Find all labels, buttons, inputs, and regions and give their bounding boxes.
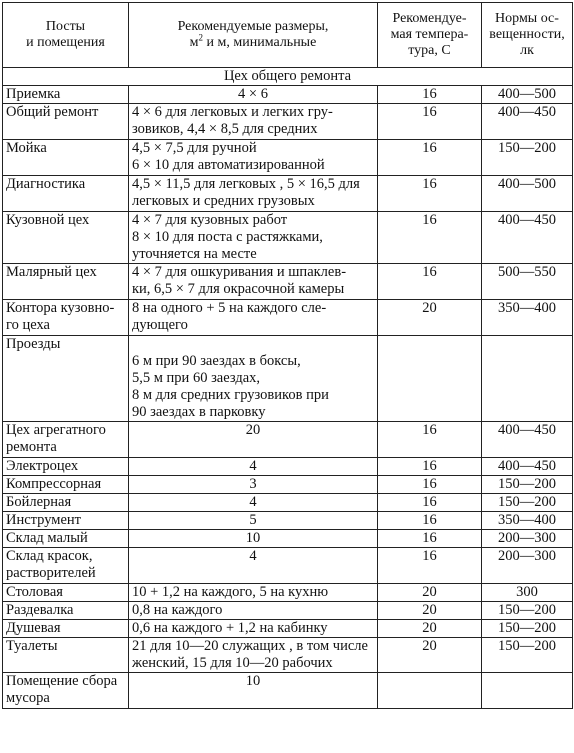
- table-row: [3, 476, 573, 494]
- room-name-cell: [3, 458, 129, 476]
- table-row: [3, 620, 573, 638]
- norms-table: [2, 2, 573, 709]
- temperature-cell: 16: [378, 104, 482, 140]
- table-row: [3, 530, 573, 548]
- room-name: Общий ремонт: [6, 104, 99, 120]
- header-temperature: Рекомендуе- мая темпера- тура, С: [378, 3, 482, 68]
- temperature-cell: 16: [378, 86, 482, 104]
- table-row: [3, 584, 573, 602]
- size-text: 4: [249, 548, 257, 564]
- illumination-cell: 400—500: [482, 86, 573, 104]
- temperature-cell: 16: [378, 512, 482, 530]
- size-cell: [129, 140, 378, 176]
- room-name: Электроцех: [6, 458, 79, 474]
- size-text: 10: [245, 673, 261, 689]
- section-row: [3, 68, 573, 86]
- size-cell: [129, 104, 378, 140]
- table-row: [3, 638, 573, 673]
- illumination-cell: 150—200: [482, 140, 573, 176]
- header-row: [3, 3, 573, 68]
- size-cell: [129, 673, 378, 709]
- room-name-cell: [3, 176, 129, 212]
- room-name: Склад малый: [6, 530, 88, 546]
- room-name-cell: [3, 104, 129, 140]
- table-row: [3, 494, 573, 512]
- illumination-cell: 400—450: [482, 212, 573, 264]
- temperature-cell: 16: [378, 476, 482, 494]
- size-cell: [129, 602, 378, 620]
- illumination-cell: 500—550: [482, 264, 573, 300]
- size-cell: [129, 530, 378, 548]
- temperature-cell: 16: [378, 176, 482, 212]
- temperature-cell: 16: [378, 422, 482, 458]
- room-name-cell: [3, 638, 129, 673]
- size-text: 4: [249, 494, 257, 510]
- room-name: Цех агрегатного: [6, 422, 106, 438]
- temperature-cell: 20: [378, 638, 482, 673]
- room-name: го цеха: [6, 317, 50, 333]
- room-name: Мойка: [6, 140, 47, 156]
- room-name: мусора: [6, 690, 50, 706]
- room-name: Инструмент: [6, 512, 82, 528]
- table-row: [3, 212, 573, 264]
- size-text: 4,5 × 11,5 для легковых , 5 × 16,5 для: [132, 176, 360, 192]
- size-cell: [129, 620, 378, 638]
- size-cell: [129, 336, 378, 422]
- illumination-cell: 300: [482, 584, 573, 602]
- temperature-cell: 16: [378, 494, 482, 512]
- size-text: 3: [249, 476, 257, 492]
- size-cell: [129, 494, 378, 512]
- room-name: растворителей: [6, 565, 96, 581]
- size-cell: [129, 86, 378, 104]
- room-name: Диагностика: [6, 176, 86, 192]
- room-name-cell: [3, 602, 129, 620]
- room-name: Склад красок,: [6, 548, 93, 564]
- illumination-cell: 400—450: [482, 104, 573, 140]
- size-text: 90 заездах в парковку: [132, 404, 266, 420]
- size-text: [132, 336, 374, 353]
- size-text: 10: [245, 530, 261, 546]
- size-text: женский, 15 для 10—20 рабочих: [132, 655, 333, 671]
- room-name-cell: [3, 86, 129, 104]
- size-text: 5: [249, 512, 257, 528]
- size-text: 0,6 на каждого + 1,2 на кабинку: [132, 620, 328, 636]
- room-name: ремонта: [6, 439, 57, 455]
- size-text: 5,5 м при 60 заездах,: [132, 370, 261, 386]
- room-name-cell: [3, 476, 129, 494]
- size-cell: [129, 638, 378, 673]
- size-text: 8 м для средних грузовиков при: [132, 387, 329, 403]
- room-name-cell: [3, 584, 129, 602]
- temperature-cell: 16: [378, 140, 482, 176]
- size-cell: [129, 264, 378, 300]
- temperature-cell: 20: [378, 602, 482, 620]
- room-name-cell: [3, 422, 129, 458]
- room-name: Контора кузовно-: [6, 300, 115, 316]
- illumination-cell: 400—500: [482, 176, 573, 212]
- size-cell: [129, 176, 378, 212]
- illumination-cell: 400—450: [482, 422, 573, 458]
- temperature-cell: 16: [378, 264, 482, 300]
- table-row: [3, 140, 573, 176]
- room-name-cell: [3, 530, 129, 548]
- room-name-cell: [3, 494, 129, 512]
- illumination-cell: [482, 673, 573, 709]
- size-cell: [129, 458, 378, 476]
- size-text: 10 + 1,2 на каждого, 5 на кухню: [132, 584, 329, 600]
- size-text: дующего: [132, 317, 188, 333]
- size-text: зовиков, 4,4 × 8,5 для средних: [132, 121, 318, 137]
- table-row: [3, 336, 573, 422]
- header-posts: Посты и помещения: [3, 3, 129, 68]
- size-text: 20: [245, 422, 261, 438]
- room-name-cell: [3, 264, 129, 300]
- section-title: Цех общего ремонта: [3, 68, 573, 86]
- header-illumination: Нормы ос- вещенности, лк: [482, 3, 573, 68]
- illumination-cell: 150—200: [482, 476, 573, 494]
- size-text: ки, 6,5 × 7 для окрасочной камеры: [132, 281, 345, 297]
- size-cell: [129, 548, 378, 584]
- size-text: 8 на одного + 5 на каждого сле-: [132, 300, 327, 316]
- temperature-cell: 16: [378, 458, 482, 476]
- size-text: 6 × 10 для автоматизированной: [132, 157, 325, 173]
- illumination-cell: 350—400: [482, 512, 573, 530]
- room-name: Кузовной цех: [6, 212, 90, 228]
- size-text: 4 × 6: [238, 86, 268, 102]
- size-text: 4 × 6 для легковых и легких гру-: [132, 104, 333, 120]
- room-name-cell: [3, 512, 129, 530]
- room-name-cell: [3, 673, 129, 709]
- table-row: [3, 512, 573, 530]
- size-text: 4,5 × 7,5 для ручной: [132, 140, 257, 156]
- size-cell: [129, 584, 378, 602]
- illumination-cell: 150—200: [482, 494, 573, 512]
- room-name: Бойлерная: [6, 494, 72, 510]
- room-name: Столовая: [6, 584, 63, 600]
- room-name: Компрессорная: [6, 476, 102, 492]
- table-row: [3, 602, 573, 620]
- room-name-cell: [3, 140, 129, 176]
- room-name: Проезды: [6, 336, 61, 352]
- temperature-cell: [378, 673, 482, 709]
- room-name: Малярный цех: [6, 264, 97, 280]
- illumination-cell: 400—450: [482, 458, 573, 476]
- illumination-cell: [482, 336, 573, 422]
- size-cell: [129, 512, 378, 530]
- size-text: 4 × 7 для кузовных работ: [132, 212, 288, 228]
- room-name: Туалеты: [6, 638, 58, 654]
- temperature-cell: 16: [378, 212, 482, 264]
- illumination-cell: 200—300: [482, 530, 573, 548]
- illumination-cell: 350—400: [482, 300, 573, 336]
- temperature-cell: 20: [378, 300, 482, 336]
- room-name: Раздевалка: [6, 602, 74, 618]
- size-cell: [129, 422, 378, 458]
- size-text: 21 для 10—20 служащих , в том числе: [132, 638, 368, 654]
- size-text: 0,8 на каждого: [132, 602, 223, 618]
- table-row: [3, 86, 573, 104]
- room-name-cell: [3, 212, 129, 264]
- illumination-cell: 150—200: [482, 638, 573, 673]
- room-name: Помещение сбора: [6, 673, 118, 689]
- room-name-cell: [3, 548, 129, 584]
- header-sizes: Рекомендуемые размеры, $м^2$ и м, минимальные: [129, 3, 378, 68]
- illumination-cell: 150—200: [482, 620, 573, 638]
- temperature-cell: [378, 336, 482, 422]
- illumination-cell: 200—300: [482, 548, 573, 584]
- size-cell: [129, 300, 378, 336]
- size-text: 4 × 7 для ошкуривания и шпаклев-: [132, 264, 347, 280]
- room-name-cell: [3, 336, 129, 422]
- size-text: 4: [249, 458, 257, 474]
- temperature-cell: 20: [378, 620, 482, 638]
- table-row: [3, 548, 573, 584]
- table-row: [3, 176, 573, 212]
- size-text: 6 м при 90 заездах в боксы,: [132, 353, 301, 369]
- room-name-cell: [3, 620, 129, 638]
- room-name: Приемка: [6, 86, 61, 102]
- temperature-cell: 20: [378, 584, 482, 602]
- table-row: [3, 458, 573, 476]
- table-row: [3, 300, 573, 336]
- size-cell: [129, 212, 378, 264]
- table-row: [3, 422, 573, 458]
- table-row: [3, 104, 573, 140]
- size-text: 8 × 10 для поста с растяжками,: [132, 229, 323, 245]
- size-text: уточняется на месте: [132, 246, 257, 262]
- table-row: [3, 264, 573, 300]
- table-row: [3, 673, 573, 709]
- temperature-cell: 16: [378, 548, 482, 584]
- size-cell: [129, 476, 378, 494]
- size-text: легковых и средних грузовых: [132, 193, 315, 209]
- illumination-cell: 150—200: [482, 602, 573, 620]
- room-name-cell: [3, 300, 129, 336]
- temperature-cell: 16: [378, 530, 482, 548]
- room-name: Душевая: [6, 620, 61, 636]
